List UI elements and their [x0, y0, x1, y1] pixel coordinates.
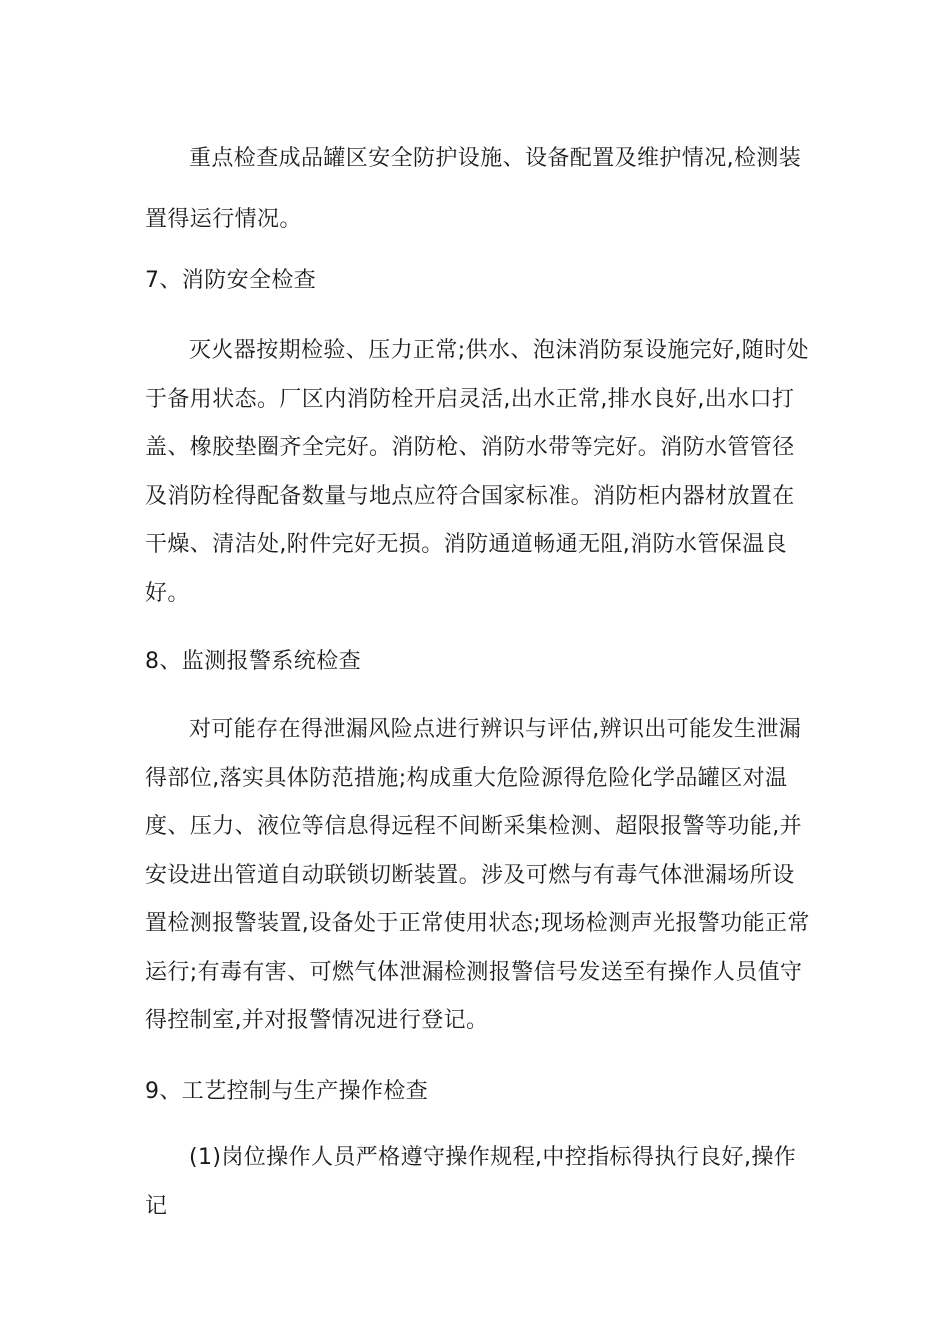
- paragraph-tank-area: 重点检查成品罐区安全防护设施、设备配置及维护情况,检测装置得运行情况。: [145, 146, 802, 232]
- paragraph-alarm-system: 对可能存在得泄漏风险点进行辨识与评估,辨识出可能发生泄漏得部位,落实具体防范措施;构成重大危险源得危险化学品罐区对温度、压力、液位等信息得远程不间断采集检测、超限报警等功能,并安设进出管道自动联锁切断装置。涉及可燃与有毒气体泄漏场所设置检测报警装置,设备处于正常使用状态;现场检测声光报警功能正常运行;有毒有害、可燃气体泄漏检测报警信号发送至有操作人员值守得控制室,并对报警情况进行登记。: [145, 717, 810, 1033]
- paragraph-process-control: (1)岗位操作人员严格遵守操作规程,中控指标得执行良好,操作记: [145, 1145, 797, 1219]
- heading-alarm-system: 8、监测报警系统检查: [145, 649, 361, 674]
- paragraph-fire-safety: 灭火器按期检验、压力正常;供水、泡沫消防泵设施完好,随时处于备用状态。厂区内消防栓开启灵活,出水正常,排水良好,出水口打盖、橡胶垫圈齐全完好。消防枪、消防水带等完好。消防水管管径及消防栓得配备数量与地点应符合国家标准。消防柜内器材放置在干燥、清洁处,附件完好无损。消防通道畅通无阻,消防水管保温良好。: [145, 338, 810, 606]
- heading-process-control: 9、工艺控制与生产操作检查: [145, 1079, 429, 1104]
- heading-fire-safety: 7、消防安全检查: [145, 268, 317, 293]
